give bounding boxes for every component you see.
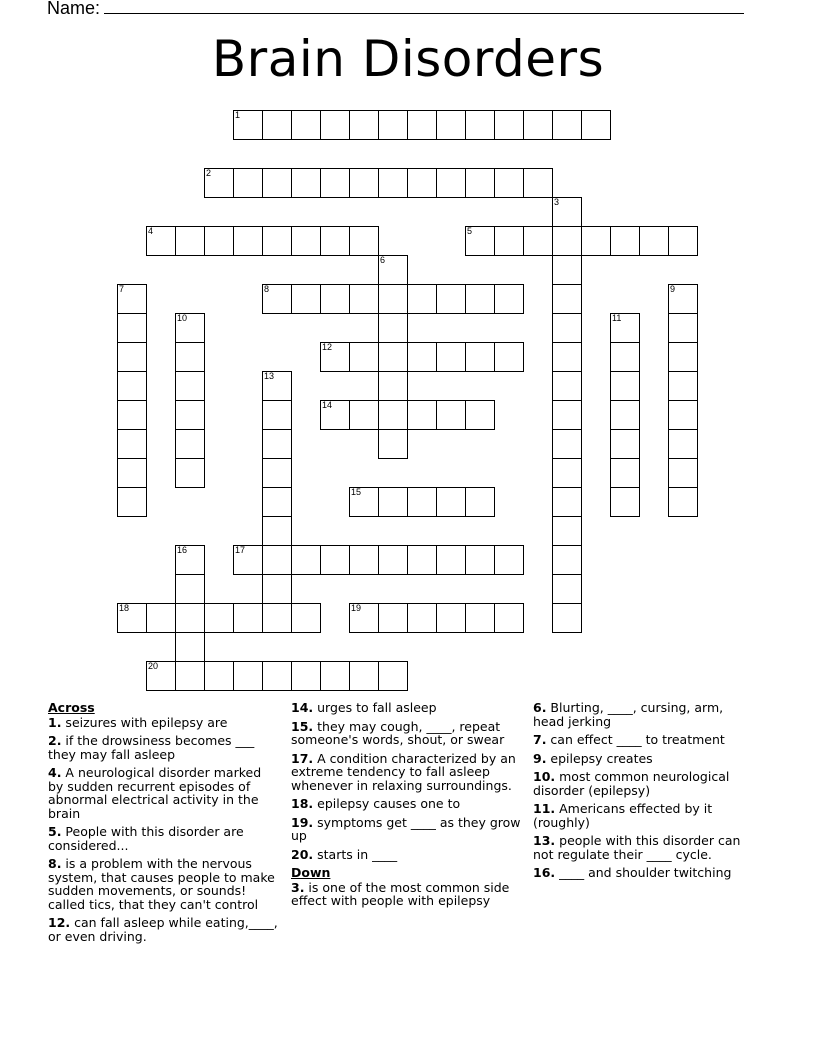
grid-cell[interactable] (465, 400, 495, 430)
grid-cell[interactable] (175, 371, 205, 401)
grid-cell[interactable] (204, 226, 234, 256)
clue-item (533, 733, 753, 747)
clue-text: is one of the most common side effect with people with epilepsy (291, 879, 510, 908)
grid-cell[interactable] (349, 661, 379, 691)
clue-number: 2. (48, 733, 62, 748)
grid-cell[interactable] (349, 487, 379, 517)
grid-cell[interactable] (407, 342, 437, 372)
grid-cell[interactable] (378, 603, 408, 633)
grid-cell[interactable] (291, 545, 321, 575)
grid-cell[interactable] (465, 110, 495, 140)
grid-cell[interactable] (204, 603, 234, 633)
grid-cell[interactable] (610, 226, 640, 256)
grid-cell[interactable] (668, 429, 698, 459)
grid-cell[interactable] (581, 226, 611, 256)
clue-number-label: 7 (119, 284, 125, 294)
grid-cell[interactable] (233, 661, 263, 691)
grid-cell[interactable] (146, 603, 176, 633)
grid-cell[interactable] (378, 313, 408, 343)
clue-item (48, 857, 280, 911)
grid-cell[interactable] (494, 603, 524, 633)
grid-cell[interactable] (117, 284, 147, 314)
clue-number: 20. (291, 846, 314, 862)
grid-cell[interactable] (552, 400, 582, 430)
clue-number-label: 9 (670, 284, 676, 294)
clue-text: A neurological disorder marked by sudden recurrent episodes of abnormal electrical activity in the brain (48, 765, 262, 821)
down-heading: Down (291, 865, 331, 880)
grid-cell[interactable] (552, 342, 582, 372)
clue-text: urges to fall asleep (313, 700, 437, 715)
clue-text: A condition characterized by an extreme tendency to fall asleep whenever in relaxing surroundings. (291, 750, 516, 793)
clue-number: 19. (291, 814, 314, 830)
grid-cell[interactable] (523, 226, 553, 256)
grid-cell[interactable] (291, 284, 321, 314)
grid-cell[interactable] (436, 487, 466, 517)
grid-cell[interactable] (610, 487, 640, 517)
grid-cell[interactable] (262, 545, 292, 575)
grid-cell[interactable] (436, 110, 466, 140)
grid-cell[interactable] (175, 226, 205, 256)
grid-cell[interactable] (291, 168, 321, 198)
clue-column-3 (533, 701, 753, 885)
grid-cell[interactable] (262, 429, 292, 459)
clue-number-label: 1 (235, 110, 241, 120)
grid-cell[interactable] (436, 342, 466, 372)
grid-cell[interactable] (465, 603, 495, 633)
grid-cell[interactable] (349, 110, 379, 140)
grid-cell[interactable] (668, 226, 698, 256)
clue-number-label: 19 (351, 603, 362, 613)
clue-number-label: 16 (177, 545, 188, 555)
grid-cell[interactable] (117, 487, 147, 517)
grid-cell[interactable] (175, 342, 205, 372)
grid-cell[interactable] (378, 342, 408, 372)
grid-cell[interactable] (552, 197, 582, 227)
grid-cell[interactable] (378, 487, 408, 517)
grid-cell[interactable] (320, 545, 350, 575)
grid-cell[interactable] (378, 400, 408, 430)
grid-cell[interactable] (552, 429, 582, 459)
grid-cell[interactable] (117, 371, 147, 401)
clue-text: can effect ____ to treatment (546, 732, 725, 747)
clue-number: 17. (291, 750, 314, 766)
clue-item (533, 802, 753, 829)
grid-cell[interactable] (204, 661, 234, 691)
page-title: Brain Disorders (211, 30, 605, 88)
clue-item (533, 770, 753, 797)
grid-cell[interactable] (146, 661, 176, 691)
clue-number: 8. (48, 856, 62, 871)
grid-cell[interactable] (320, 110, 350, 140)
clue-item (48, 766, 280, 820)
grid-cell[interactable] (552, 110, 582, 140)
clue-number-label: 20 (148, 661, 159, 671)
grid-cell[interactable] (291, 110, 321, 140)
grid-cell[interactable] (262, 371, 292, 401)
grid-cell[interactable] (436, 545, 466, 575)
grid-cell[interactable] (610, 458, 640, 488)
grid-cell[interactable] (378, 661, 408, 691)
grid-cell[interactable] (378, 371, 408, 401)
grid-cell[interactable] (552, 603, 582, 633)
clue-number: 15. (291, 718, 314, 734)
grid-cell[interactable] (175, 458, 205, 488)
grid-cell[interactable] (465, 487, 495, 517)
clue-number: 13. (533, 833, 556, 848)
grid-cell[interactable] (117, 342, 147, 372)
clue-number-label: 11 (612, 313, 622, 323)
grid-cell[interactable] (552, 371, 582, 401)
clue-item (291, 816, 526, 843)
clue-number-label: 8 (264, 284, 270, 294)
grid-cell[interactable] (494, 545, 524, 575)
clue-item (48, 734, 280, 761)
grid-cell[interactable] (668, 342, 698, 372)
grid-cell[interactable] (494, 168, 524, 198)
grid-cell[interactable] (407, 110, 437, 140)
clue-number-label: 13 (264, 371, 275, 381)
grid-cell[interactable] (465, 226, 495, 256)
grid-cell[interactable] (668, 458, 698, 488)
grid-cell[interactable] (610, 400, 640, 430)
clue-item (533, 834, 753, 861)
clue-text: can fall asleep while eating,____, or even driving. (48, 915, 278, 944)
grid-cell[interactable] (320, 168, 350, 198)
clue-number-label: 10 (177, 313, 188, 323)
grid-cell[interactable] (262, 226, 292, 256)
clue-number-label: 6 (380, 255, 386, 265)
grid-cell[interactable] (117, 429, 147, 459)
grid-cell[interactable] (668, 400, 698, 430)
clue-text: is a problem with the nervous system, that causes people to make sudden movements, or sounds! called tics, that they can't control (48, 856, 275, 912)
grid-cell[interactable] (610, 313, 640, 343)
clue-number-label: 5 (467, 226, 473, 236)
clue-number-label: 12 (322, 342, 333, 352)
grid-cell[interactable] (436, 400, 466, 430)
grid-cell[interactable] (233, 603, 263, 633)
clue-number-label: 3 (554, 197, 560, 207)
grid-cell[interactable] (117, 313, 147, 343)
grid-cell[interactable] (349, 226, 379, 256)
grid-cell[interactable] (552, 313, 582, 343)
grid-cell[interactable] (262, 168, 292, 198)
clue-number: 14. (291, 700, 314, 715)
grid-cell[interactable] (407, 545, 437, 575)
clue-number: 4. (48, 765, 62, 780)
grid-cell[interactable] (262, 458, 292, 488)
grid-cell[interactable] (610, 429, 640, 459)
grid-cell[interactable] (436, 168, 466, 198)
clue-number: 6. (533, 700, 547, 715)
grid-cell[interactable] (320, 342, 350, 372)
grid-cell[interactable] (349, 168, 379, 198)
clue-text: epilepsy causes one to (313, 796, 461, 811)
name-label: Name: (47, 0, 101, 18)
grid-cell[interactable] (465, 284, 495, 314)
grid-cell[interactable] (494, 284, 524, 314)
grid-cell[interactable] (175, 429, 205, 459)
grid-cell[interactable] (639, 226, 669, 256)
grid-cell[interactable] (320, 284, 350, 314)
clue-text: ____ and shoulder twitching (555, 865, 732, 880)
grid-cell[interactable] (407, 603, 437, 633)
grid-cell[interactable] (552, 516, 582, 546)
grid-cell[interactable] (349, 342, 379, 372)
grid-cell[interactable] (378, 545, 408, 575)
grid-cell[interactable] (552, 458, 582, 488)
clue-number: 11. (533, 801, 556, 816)
grid-cell[interactable] (552, 284, 582, 314)
clue-item (48, 716, 280, 730)
grid-cell[interactable] (407, 284, 437, 314)
grid-cell[interactable] (320, 226, 350, 256)
grid-cell[interactable] (407, 168, 437, 198)
grid-cell[interactable] (291, 603, 321, 633)
clue-column-1 (48, 701, 280, 948)
clue-item (291, 848, 526, 862)
grid-cell[interactable] (378, 255, 408, 285)
clue-number: 10. (533, 769, 556, 784)
clue-text: seizures with epilepsy are (61, 714, 228, 730)
grid-cell[interactable] (349, 603, 379, 633)
grid-cell[interactable] (552, 487, 582, 517)
grid-cell[interactable] (262, 603, 292, 633)
clue-item (291, 752, 526, 793)
grid-cell[interactable] (668, 371, 698, 401)
grid-cell[interactable] (175, 313, 205, 343)
clue-number: 3. (291, 879, 305, 895)
grid-cell[interactable] (668, 487, 698, 517)
clue-item (48, 916, 280, 943)
clue-number: 7. (533, 732, 547, 747)
clue-number-label: 4 (148, 226, 154, 236)
clue-item (291, 881, 526, 908)
grid-cell[interactable] (262, 110, 292, 140)
clue-item (291, 797, 526, 811)
clue-text: they may cough, ____, repeat someone's words, shout, or swear (291, 718, 505, 747)
grid-cell[interactable] (262, 516, 292, 546)
grid-cell[interactable] (117, 603, 147, 633)
clue-number: 12. (48, 915, 71, 930)
grid-cell[interactable] (117, 400, 147, 430)
grid-cell[interactable] (175, 661, 205, 691)
grid-cell[interactable] (349, 545, 379, 575)
clue-text: Blurting, ____, cursing, arm, head jerking (533, 700, 724, 729)
clue-number-label: 2 (206, 168, 212, 178)
grid-cell[interactable] (610, 342, 640, 372)
grid-cell[interactable] (320, 400, 350, 430)
grid-cell[interactable] (378, 110, 408, 140)
grid-cell[interactable] (117, 458, 147, 488)
grid-cell[interactable] (175, 545, 205, 575)
grid-cell[interactable] (349, 284, 379, 314)
grid-cell[interactable] (465, 545, 495, 575)
grid-cell[interactable] (494, 110, 524, 140)
grid-cell[interactable] (146, 226, 176, 256)
grid-cell[interactable] (291, 226, 321, 256)
grid-cell[interactable] (523, 168, 553, 198)
clue-number: 16. (533, 865, 556, 880)
clue-number: 18. (291, 796, 314, 811)
grid-cell[interactable] (233, 226, 263, 256)
grid-cell[interactable] (407, 400, 437, 430)
grid-cell[interactable] (233, 545, 263, 575)
grid-cell[interactable] (494, 226, 524, 256)
grid-cell[interactable] (668, 313, 698, 343)
clue-item (291, 701, 526, 715)
clue-item (533, 752, 753, 766)
grid-cell[interactable] (552, 226, 582, 256)
grid-cell[interactable] (262, 661, 292, 691)
across-heading: Across (48, 700, 95, 715)
grid-cell[interactable] (175, 400, 205, 430)
grid-cell[interactable] (175, 632, 205, 662)
grid-cell[interactable] (523, 110, 553, 140)
clue-item (533, 866, 753, 880)
grid-cell[interactable] (436, 603, 466, 633)
clue-number: 1. (48, 714, 62, 730)
grid-cell[interactable] (494, 342, 524, 372)
grid-cell[interactable] (175, 603, 205, 633)
clue-number-label: 14 (322, 400, 333, 410)
clue-number-label: 17 (235, 545, 246, 555)
clue-number: 5. (48, 824, 62, 839)
clue-item (291, 720, 526, 747)
grid-cell[interactable] (465, 342, 495, 372)
grid-cell[interactable] (465, 168, 495, 198)
clue-text: if the drowsiness becomes ___ they may fall asleep (48, 733, 255, 762)
grid-cell[interactable] (378, 168, 408, 198)
grid-cell[interactable] (610, 371, 640, 401)
clue-column-2 (291, 701, 526, 913)
clue-text: symptoms get ____ as they grow up (291, 814, 521, 843)
clue-text: people with this disorder can not regulate their ____ cycle. (533, 833, 741, 862)
grid-cell[interactable] (262, 400, 292, 430)
grid-cell[interactable] (552, 574, 582, 604)
grid-cell[interactable] (552, 255, 582, 285)
grid-cell[interactable] (581, 110, 611, 140)
grid-cell[interactable] (233, 168, 263, 198)
clue-text: Americans effected by it (roughly) (533, 801, 713, 830)
grid-cell[interactable] (320, 661, 350, 691)
clue-number: 9. (533, 750, 547, 766)
grid-cell[interactable] (407, 487, 437, 517)
clue-item (48, 825, 280, 852)
grid-cell[interactable] (378, 429, 408, 459)
grid-cell[interactable] (436, 284, 466, 314)
clue-number-label: 18 (119, 603, 130, 613)
grid-cell[interactable] (233, 110, 263, 140)
grid-cell[interactable] (262, 284, 292, 314)
clue-text: epilepsy creates (546, 750, 653, 766)
grid-cell[interactable] (291, 661, 321, 691)
grid-cell[interactable] (175, 574, 205, 604)
clue-number-label: 15 (351, 487, 362, 497)
grid-cell[interactable] (262, 487, 292, 517)
grid-cell[interactable] (552, 545, 582, 575)
grid-cell[interactable] (668, 284, 698, 314)
grid-cell[interactable] (349, 400, 379, 430)
clue-text: starts in ____ (313, 846, 398, 862)
clue-text: People with this disorder are considered... (48, 824, 244, 853)
grid-cell[interactable] (262, 574, 292, 604)
grid-cell[interactable] (378, 284, 408, 314)
clue-text: most common neurological disorder (epilepsy) (533, 769, 730, 798)
grid-cell[interactable] (204, 168, 234, 198)
clue-item (533, 701, 753, 728)
